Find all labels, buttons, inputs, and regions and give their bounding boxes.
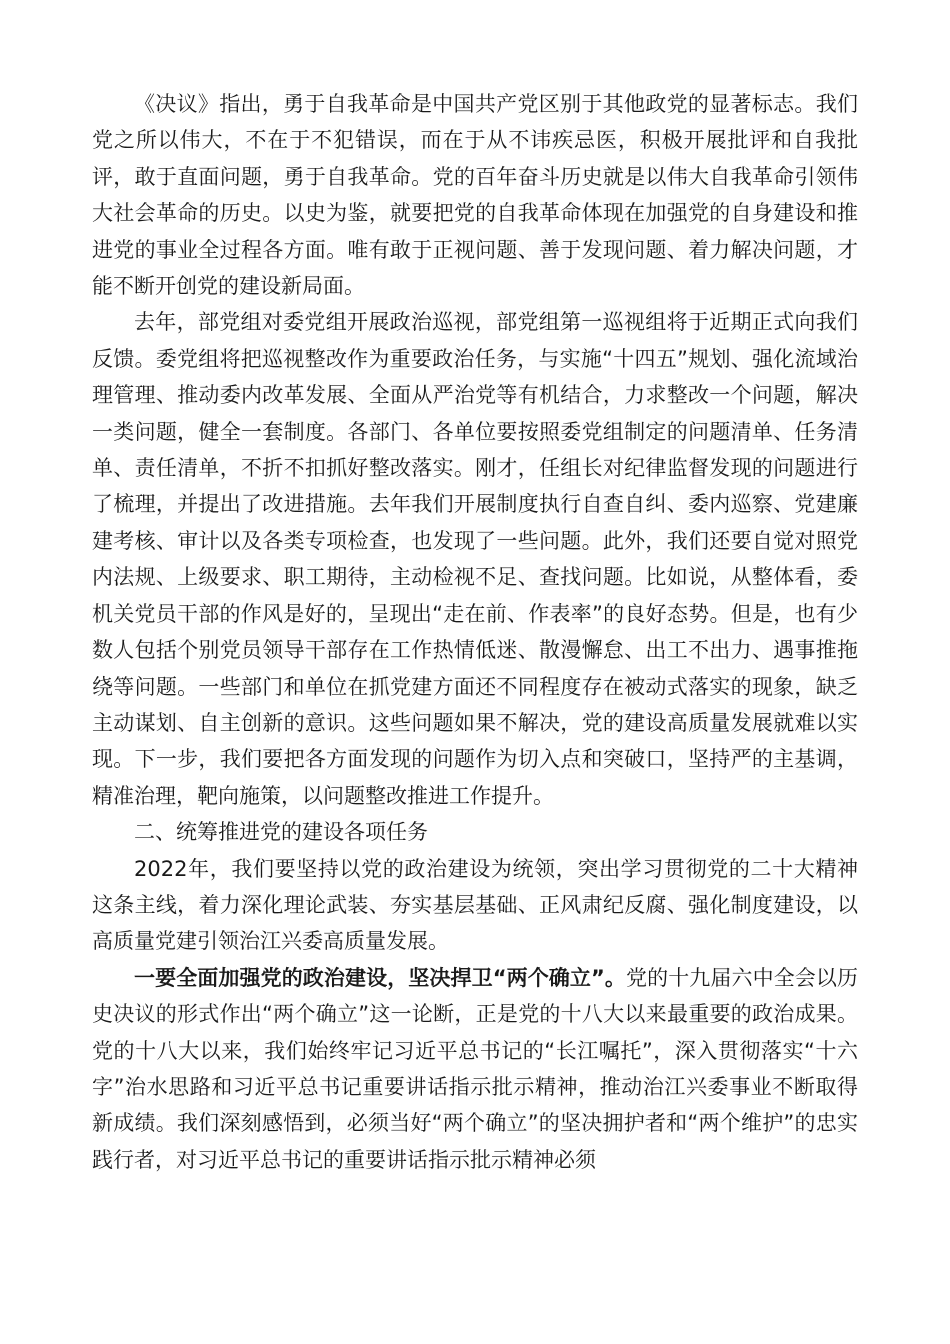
paragraph-text: 《决议》指出，勇于自我革命是中国共产党区别于其他政党的显著标志。我们党之所以伟大，不在于不犯错误，而在于从不讳疾忌医，积极开展批评和自我批评，敢于直面问题，勇于自我革命。党的百年奋斗历史就是以伟大自我革命引领伟大社会革命的历史。以史为鉴，就要把党的自我革命体现在加强党的自身建设和推进党的事业全过程各方面。唯有敢于正视问题、善于发现问题、着力解决问题，才能不断开创党的建设新局面。 <box>92 92 858 299</box>
paragraph-2022-goals <box>92 851 858 960</box>
paragraph-text: 党的十九届六中全会以历史决议的形式作出“两个确立”这一论断，正是党的十八大以来最重要的政治成果。党的十八大以来，我们始终牢记习近平总书记的“长江嘱托”，深入贯彻落实“十六字”治水思路和习近平总书记重要讲话指示批示精神，推动治江兴委事业不断取得新成绩。我们深刻感悟到，必须当好“两个确立”的坚决拥护者和“两个维护”的忠实践行者，对习近平总书记的重要讲话指示批示精神必须 <box>92 965 858 1172</box>
paragraph-political-construction <box>92 960 858 1178</box>
section-heading <box>92 814 858 850</box>
paragraph-resolution <box>92 86 858 304</box>
section-heading-text: 二、统筹推进党的建设各项任务 <box>134 820 428 845</box>
paragraph-text: 去年，部党组对委党组开展政治巡视，部党组第一巡视组将于近期正式向我们反馈。委党组将把巡视整改作为重要政治任务，与实施“十四五”规划、强化流域治理管理、推动委内改革发展、全面从严治党等有机结合，力求整改一个问题，解决一类问题，健全一套制度。各部门、各单位要按照委党组制定的问题清单、任务清单、责任清单，不折不扣抓好整改落实。刚才，任组长对纪律监督发现的问题进行了梳理，并提出了改进措施。去年我们开展制度执行自查自纠、委内巡察、党建廉建考核、审计以及各类专项检查，也发现了一些问题。此外，我们还要自觉对照党内法规、上级要求、职工期待，主动检视不足、查找问题。比如说，从整体看，委机关党员干部的作风是好的，呈现出“走在前、作表率”的良好态势。但是，也有少数人包括个别党员领导干部存在工作热情低迷、散漫懈怠、出工不出力、遇事推拖绕等问题。一些部门和单位在抓党建方面还不同程度存在被动式落实的现象，缺乏主动谋划、自主创新的意识。这些问题如果不解决，党的建设高质量发展就难以实现。下一步，我们要把各方面发现的问题作为切入点和突破口，坚持严的主基调，精准治理，靶向施策，以问题整改推进工作提升。 <box>92 310 858 808</box>
document-page <box>92 86 858 1178</box>
paragraph-inspection <box>92 304 858 814</box>
paragraph-bold-lead: 一要全面加强党的政治建设，坚决捍卫“两个确立”。 <box>134 965 626 990</box>
paragraph-text: 2022年，我们要坚持以党的政治建设为统领，突出学习贯彻党的二十大精神这条主线，着力深化理论武装、夯实基层基础、正风肃纪反腐、强化制度建设，以高质量党建引领治江兴委高质量发展。 <box>92 856 858 954</box>
